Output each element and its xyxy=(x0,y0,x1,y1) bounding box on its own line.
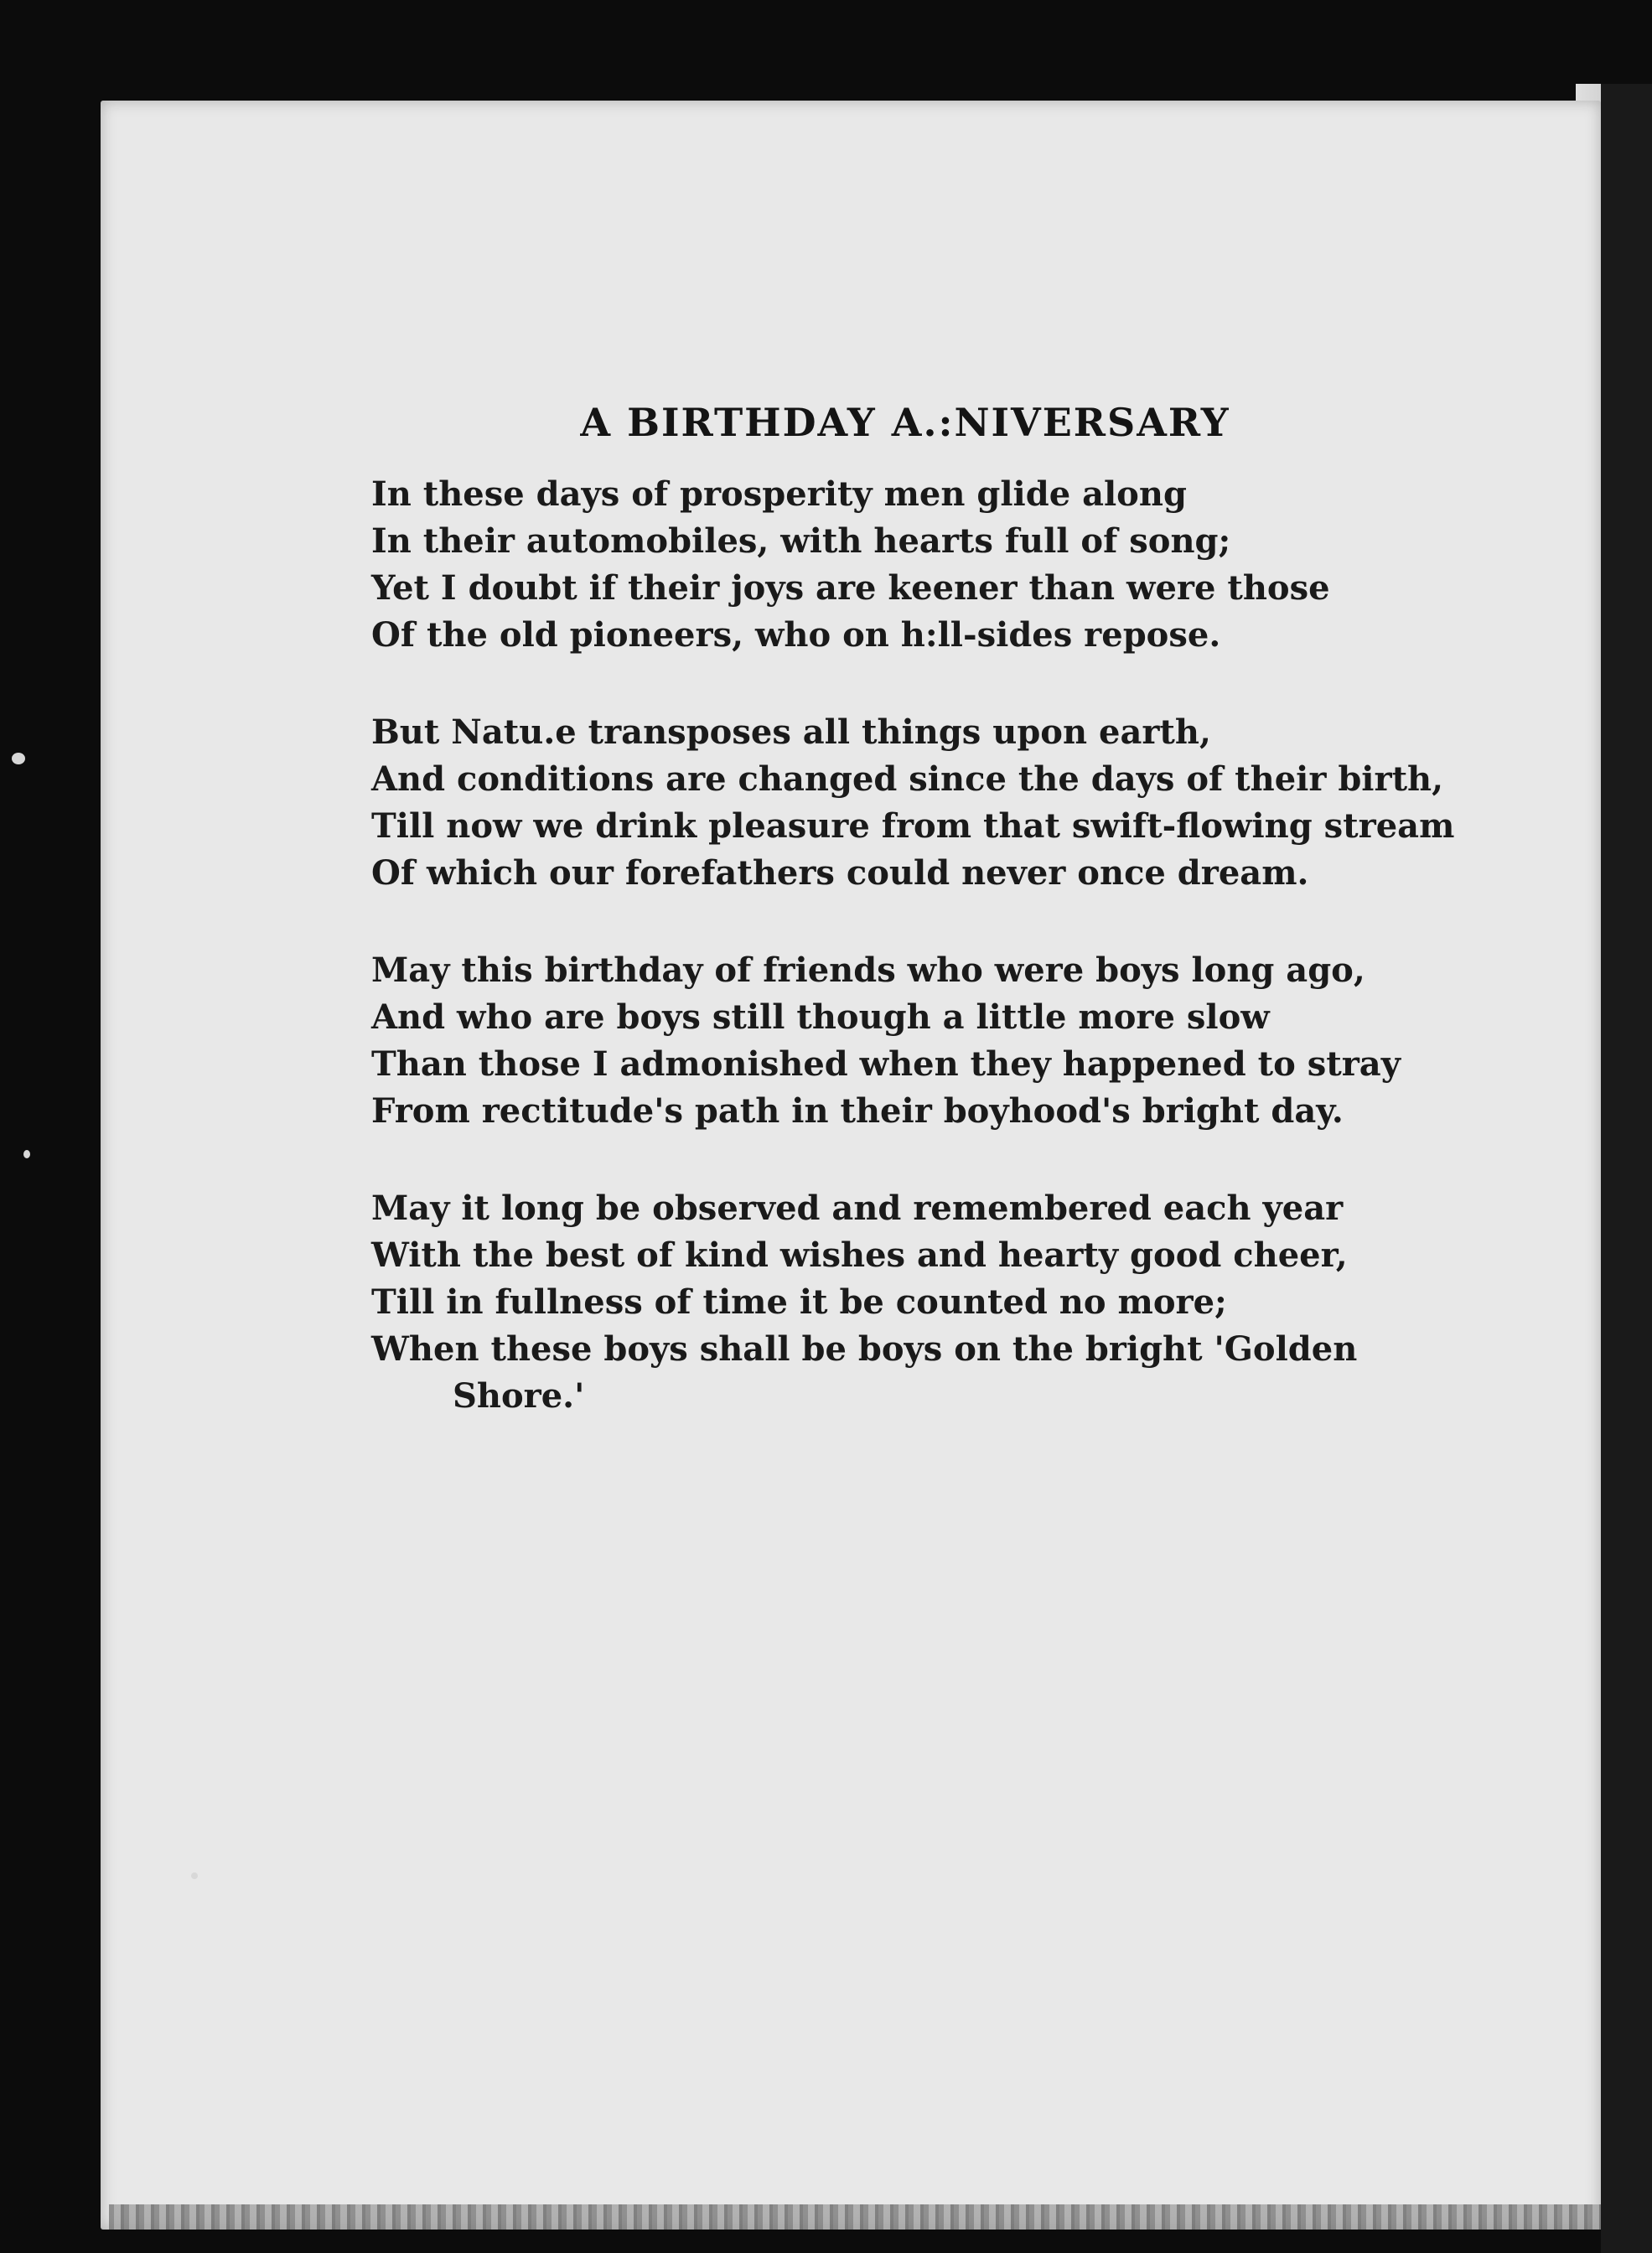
poem-line: Than those I admonished when they happened to stray xyxy=(371,1044,1401,1084)
poem-line: May this birthday of friends who were boys long ago, xyxy=(371,950,1365,990)
poem-line: Of which our forefathers could never once dream. xyxy=(371,853,1309,893)
poem-body xyxy=(371,471,1455,1470)
poem-line: Of the old pioneers, who on h:ll-sides repose. xyxy=(371,615,1221,655)
scan-speck xyxy=(23,1150,30,1158)
scan-speck xyxy=(12,753,25,764)
poem-line: When these boys shall be boys on the bright 'Golden xyxy=(371,1329,1358,1369)
poem-line: In these days of prosperity men glide along xyxy=(371,474,1187,514)
poem-line-continuation: Shore.' xyxy=(453,1376,585,1416)
page-bottom-edge xyxy=(109,2204,1601,2230)
poem-title: A BIRTHDAY A.:NIVERSARY xyxy=(580,399,1230,445)
poem-line: With the best of kind wishes and hearty good cheer, xyxy=(371,1235,1348,1275)
poem-line: Yet I doubt if their joys are keener than were those xyxy=(371,568,1330,608)
poem-line: From rectitude's path in their boyhood's bright day. xyxy=(371,1091,1344,1131)
poem-line: May it long be observed and remembered each year xyxy=(371,1189,1344,1228)
scan-speck xyxy=(191,1872,198,1879)
poem-line: Till now we drink pleasure from that swift-flowing stream xyxy=(371,806,1455,846)
stanza-3 xyxy=(371,947,1427,1135)
stanza-1 xyxy=(371,471,1427,659)
poem-line: And conditions are changed since the days of their birth, xyxy=(371,759,1444,799)
poem-line: In their automobiles, with hearts full of song; xyxy=(371,521,1231,561)
poem-line: And who are boys still though a little more slow xyxy=(371,997,1270,1037)
stanza-4 xyxy=(371,1185,1427,1420)
poem-line: Till in fullness of time it be counted no more; xyxy=(371,1282,1227,1322)
poem-line: But Natu.e transposes all things upon earth, xyxy=(371,712,1211,752)
stanza-2 xyxy=(371,709,1455,897)
